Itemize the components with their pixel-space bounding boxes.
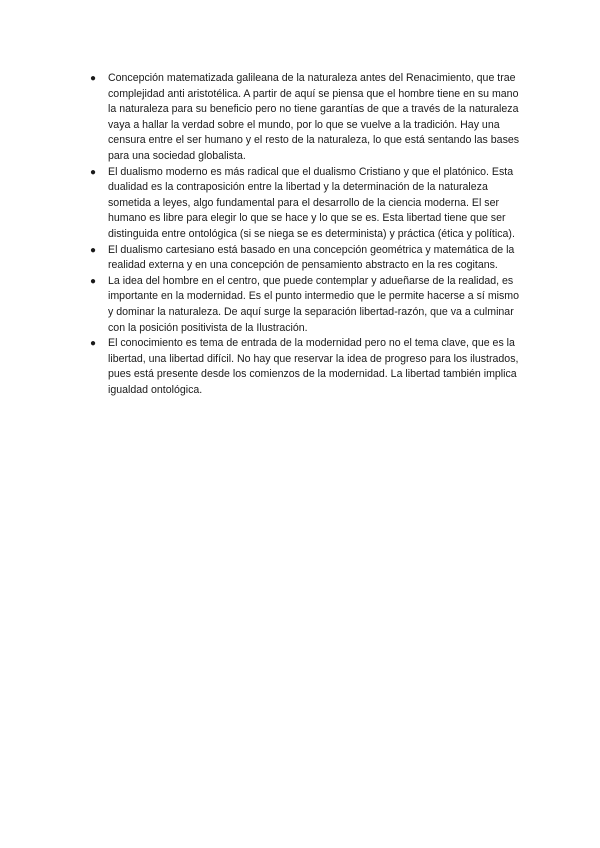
bullet-icon: ● <box>90 275 97 287</box>
list-item-text: El dualismo cartesiano está basado en una concepción geométrica y matemática de la realidad externa y en una concepción de pensamiento abstracto en la res cogitans. <box>108 243 515 272</box>
list-item-text: El dualismo moderno es más radical que el dualismo Cristiano y que el platónico. Esta dualidad es la contraposición entre la libertad y la determinación de la naturaleza sometida a leyes, algo fundamental para el desarrollo de la ciencia moderna. El ser humano es libre para elegir lo que se hace y lo que se es. Esta libertad tiene que ser distinguida entre ontológica (si se niega se es determinista) y práctica (ética y política). <box>108 165 515 240</box>
list-item-text: Concepción matematizada galileana de la naturaleza antes del Renacimiento, que trae complejidad anti aristotélica. A partir de aquí se piensa que el hombre tiene en su mano la naturaleza para su beneficio pero no tiene garantías de que a través de la naturaleza vaya a hallar la verdad sobre el mundo, por lo que se vuelve a la tradición. Hay una censura entre el ser humano y el resto de la naturaleza, lo que está sentando las bases para una sociedad globalista. <box>108 72 520 162</box>
list-item <box>90 243 520 274</box>
bullet-icon: ● <box>90 73 97 84</box>
bullet-icon: ● <box>90 166 97 178</box>
list-item-text: La idea del hombre en el centro, que puede contemplar y adueñarse de la realidad, es importante en la modernidad. Es el punto intermedio que le permite hacerse a sí mismo y dominar la naturaleza. De aquí surge la separación libertad-razón, que va a culminar con la posición positivista de la Ilustración. <box>108 274 520 334</box>
list-item <box>90 336 520 398</box>
bullet-icon: ● <box>90 244 97 256</box>
list-item <box>90 71 520 165</box>
bullet-icon: ● <box>90 338 97 350</box>
list-item <box>90 165 520 243</box>
bullet-list <box>90 71 520 398</box>
list-item-text: El conocimiento es tema de entrada de la modernidad pero no el tema clave, que es la libertad, una libertad difícil. No hay que reservar la idea de progreso para los ilustrados, pues está presente desde los comienzos de la modernidad. La libertad también implica igualdad ontológica. <box>108 337 519 396</box>
list-item <box>90 274 520 336</box>
